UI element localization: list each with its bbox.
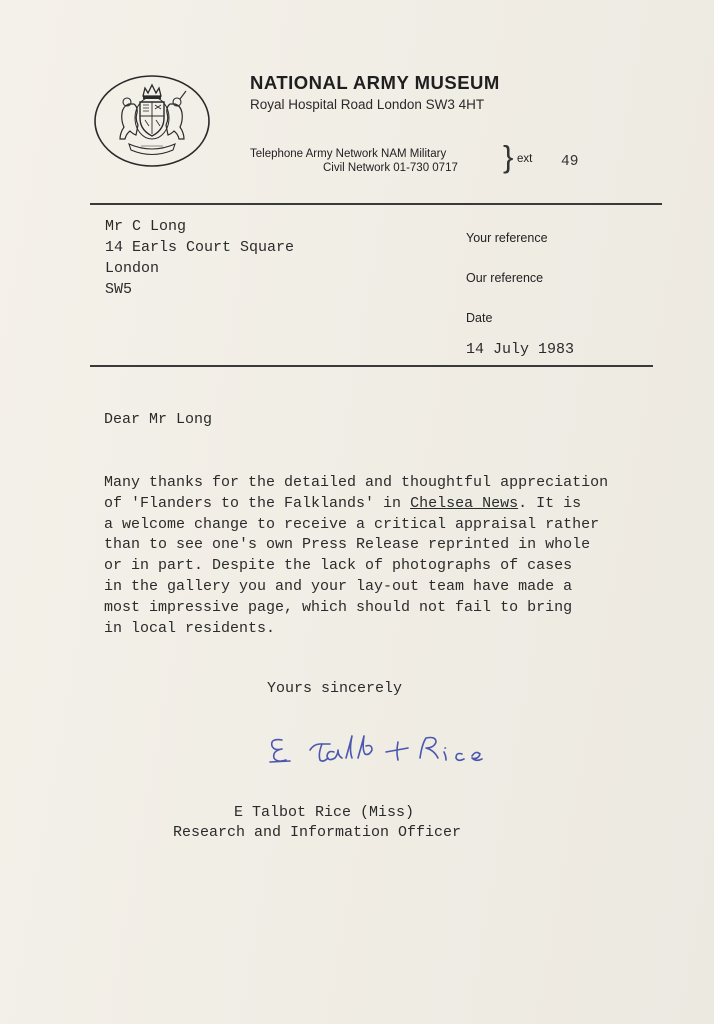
our-reference-label: Our reference	[466, 271, 544, 285]
letter-date: 14 July 1983	[466, 341, 575, 358]
telephone-civil: Civil Network 01-730 0717	[323, 162, 458, 174]
header-divider	[90, 203, 662, 205]
handwritten-signature	[266, 728, 496, 770]
telephone-military: Telephone Army Network NAM Military	[250, 148, 447, 160]
body-line: a welcome change to receive a critical appraisal rather	[104, 515, 600, 533]
body-line: in local residents.	[104, 619, 276, 637]
body-line: in the gallery you and your lay-out team have made a	[104, 577, 573, 595]
salutation: Dear Mr Long	[104, 411, 213, 428]
ext-label: ext	[517, 153, 533, 165]
institution-name: NATIONAL ARMY MUSEUM	[250, 72, 500, 93]
letter-body	[104, 473, 608, 639]
body-line: of 'Flanders to the Falklands' in Chelsea News. It is	[104, 494, 582, 512]
recipient-line: Mr C Long	[105, 218, 187, 235]
recipient-line: 14 Earls Court Square	[105, 239, 295, 256]
ext-number: 49	[561, 154, 579, 170]
signatory-title: Research and Information Officer	[173, 824, 462, 841]
publication-title: Chelsea News	[410, 494, 519, 512]
body-line: most impressive page, which should not fail to bring	[104, 598, 573, 616]
address-divider	[90, 365, 653, 367]
closing: Yours sincerely	[267, 680, 403, 697]
recipient-line: SW5	[105, 281, 133, 298]
institution-address: Royal Hospital Road London SW3 4HT	[250, 97, 485, 112]
signatory-name: E Talbot Rice (Miss)	[234, 804, 415, 821]
your-reference-label: Your reference	[466, 231, 548, 245]
royal-coat-of-arms-icon	[93, 74, 211, 168]
body-line: than to see one's own Press Release reprinted in whole	[104, 536, 591, 554]
body-line: or in part. Despite the lack of photographs of cases	[104, 557, 573, 575]
brace-icon: }	[503, 139, 514, 174]
recipient-address	[105, 216, 294, 300]
body-line: Many thanks for the detailed and thoughtful appreciation	[104, 474, 609, 491]
date-label: Date	[466, 311, 493, 325]
recipient-line: London	[105, 260, 160, 277]
